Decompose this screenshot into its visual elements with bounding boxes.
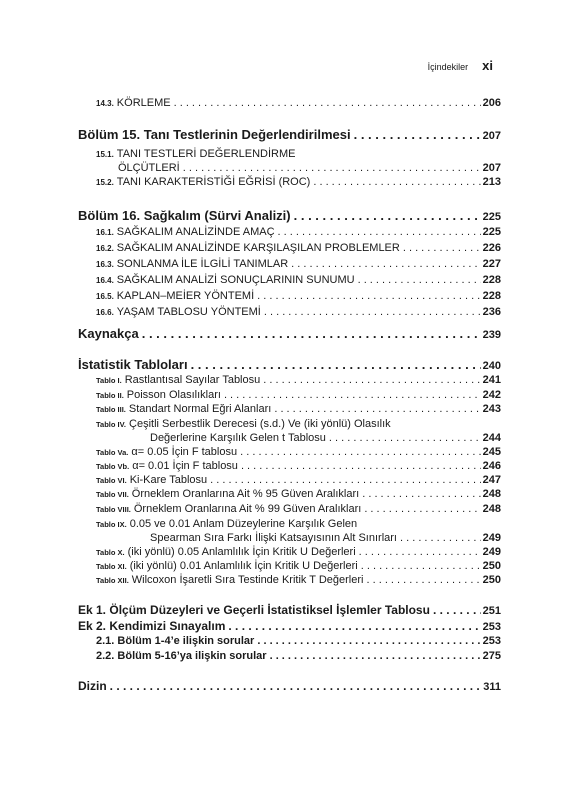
toc-page-number: 247 (482, 474, 501, 486)
dot-leader (403, 242, 481, 255)
toc-entry-title: TANI KARAKTERİSTİĞİ EĞRİSİ (ROC) (116, 176, 311, 188)
dot-leader (358, 274, 481, 287)
toc-page-number: 241 (482, 374, 501, 386)
toc-entry[interactable] (96, 574, 501, 587)
toc-entry-label (96, 403, 274, 416)
toc-entry[interactable] (96, 503, 501, 516)
toc-entry[interactable] (96, 389, 501, 402)
dot-leader (240, 446, 481, 459)
dot-leader (366, 574, 480, 587)
dot-leader (274, 403, 480, 416)
toc-entry-label (78, 128, 354, 143)
toc-entry-title: KÖRLEME (116, 97, 171, 109)
toc-entry-number: Tablo VI. (96, 476, 127, 485)
toc-entry-title: KAPLAN–MEİER YÖNTEMİ (116, 290, 255, 302)
dot-leader (257, 290, 481, 303)
toc-page-number: 242 (482, 389, 501, 401)
toc-entry[interactable] (96, 532, 501, 545)
toc-entry-number: Tablo X. (96, 548, 125, 557)
toc-entry-number: Tablo IV. (96, 420, 127, 429)
toc-entry-label (96, 574, 366, 587)
toc-entry-label (78, 358, 191, 373)
toc-entry-title: YAŞAM TABLOSU YÖNTEMİ (116, 306, 261, 318)
toc-entry-label (96, 176, 313, 189)
dot-leader (270, 650, 481, 663)
toc-entry[interactable] (96, 460, 501, 473)
toc-entry-continuation: Spearman Sıra Farkı İlişki Katsayısının Alt Sınırları (150, 532, 397, 544)
toc-entry-number: 16.4. (96, 276, 114, 285)
toc-page-number: 311 (483, 681, 501, 694)
toc-entry-number: 16.5. (96, 292, 114, 301)
dot-leader (359, 546, 481, 559)
toc-entry-label (78, 327, 142, 342)
toc-entry-label (78, 604, 433, 618)
toc-page-number: 246 (482, 460, 501, 472)
toc-entry-number: 15.1. (96, 150, 114, 159)
header-section: İçindekiler (427, 62, 469, 72)
toc-entry[interactable] (96, 560, 501, 573)
toc-entry[interactable] (78, 128, 501, 143)
dot-leader (362, 488, 480, 501)
toc-entry-title: Ki-Kare Tablosu (129, 474, 208, 486)
toc-entry-continuation: Değerlerine Karşılık Gelen t Tablosu (150, 432, 326, 444)
toc-entry-label (96, 560, 361, 573)
toc-entry[interactable] (96, 290, 501, 303)
toc-page-number: 245 (482, 446, 501, 458)
toc-entry-title: SAĞKALIM ANALİZİNDE AMAÇ (116, 226, 275, 238)
toc-page-number: 236 (482, 306, 501, 318)
toc-page-number: 253 (482, 635, 501, 647)
toc-page-number: 250 (482, 560, 501, 572)
toc-entry-first-line (96, 148, 295, 160)
toc-entry-title: Kaynakça (78, 326, 139, 341)
toc-entry[interactable] (78, 680, 501, 694)
toc-entry[interactable] (96, 474, 501, 487)
dot-leader (354, 128, 481, 143)
dot-leader (224, 389, 481, 402)
toc-entry-label (78, 620, 228, 634)
toc-page-number: 248 (482, 503, 501, 515)
dot-leader (257, 635, 480, 648)
toc-entry-label (96, 546, 359, 559)
toc-entry-title: SAĞKALIM ANALİZİNDE KARŞILAŞILAN PROBLEMLER (116, 242, 400, 254)
toc-entry[interactable] (78, 327, 501, 342)
toc-page-number: 275 (482, 650, 501, 662)
toc-entry[interactable] (96, 488, 501, 501)
toc-entry-label (96, 242, 403, 255)
dot-leader (142, 327, 481, 342)
toc-entry-label (96, 460, 241, 473)
toc-entry[interactable] (96, 635, 501, 648)
toc-page-number: 227 (482, 258, 501, 270)
toc-page-number: 207 (482, 162, 501, 174)
toc-entry-label (96, 290, 257, 303)
dot-leader (228, 620, 480, 634)
toc-entry[interactable] (96, 403, 501, 416)
toc-entry-number: 14.3. (96, 99, 114, 108)
toc-entry-title: Rastlantısal Sayılar Tablosu (124, 374, 261, 386)
toc-entry-title: Standart Normal Eğri Alanları (128, 403, 272, 415)
toc-entry-number: Tablo VII. (96, 490, 129, 499)
toc-entry-number: 16.2. (96, 244, 114, 253)
toc-entry-first-line (96, 418, 391, 430)
dot-leader (400, 532, 481, 545)
toc-entry-label (96, 389, 224, 402)
toc-entry-title: α= 0.01 İçin F tablosu (132, 460, 238, 472)
toc-entry-title: Bölüm 15. Tanı Testlerinin Değerlendirilmesi (78, 127, 351, 142)
toc-entry-title: Bölüm 16. Sağkalım (Sürvi Analizi) (78, 208, 291, 223)
toc-entry-label (96, 226, 278, 239)
toc-entry-number: Tablo IX. (96, 520, 127, 529)
toc-entry-number: Tablo XI. (96, 562, 127, 571)
toc-page-number: 249 (482, 546, 501, 558)
toc-page-number: 225 (482, 226, 501, 238)
dot-leader (174, 97, 481, 110)
toc-entry-label (96, 374, 263, 387)
toc-entry-title: Örneklem Oranlarına Ait % 95 Güven Aralıkları (131, 488, 360, 500)
toc-entry-label (96, 635, 257, 648)
toc-entry[interactable] (96, 650, 501, 663)
toc-entry-title: SONLANMA İLE İLGİLİ TANIMLAR (116, 258, 289, 270)
toc-entry-number: Tablo Va. (96, 448, 129, 457)
toc-entry[interactable] (78, 604, 501, 618)
toc-entry-title: Wilcoxon İşaretli Sıra Testinde Kritik T Değerleri (131, 574, 364, 586)
toc-entry-title: (iki yönlü) 0.01 Anlamlılık İçin Kritik U Değerleri (129, 560, 358, 572)
toc-entry-title: α= 0.05 İçin F tablosu (131, 446, 238, 458)
toc-entry-number: 16.3. (96, 260, 114, 269)
toc-entry[interactable] (78, 620, 501, 634)
toc-entry-title: Poisson Olasılıkları (126, 389, 221, 401)
header-page-number: xi (482, 58, 493, 73)
toc-entry-title: 2.2. Bölüm 5-16’ya ilişkin sorular (96, 650, 267, 662)
toc-entry-number: 16.6. (96, 308, 114, 317)
dot-leader (110, 680, 482, 694)
toc-page-number: 251 (482, 605, 501, 618)
toc-entry-label (96, 503, 364, 516)
toc-page-number: 248 (482, 488, 501, 500)
toc-page-number: 244 (482, 432, 501, 444)
toc-entry[interactable] (96, 162, 501, 175)
toc-entry-label (78, 209, 294, 224)
dot-leader (364, 503, 480, 516)
toc-page-number: 228 (482, 274, 501, 286)
toc-entry-label (96, 162, 183, 175)
toc-entry-label (96, 258, 291, 271)
dot-leader (329, 432, 481, 445)
toc-entry[interactable] (78, 358, 501, 373)
toc-page-number: 207 (482, 130, 501, 143)
toc-entry[interactable] (96, 258, 501, 271)
toc-page-number: 239 (482, 329, 501, 342)
toc-entry-title: Dizin (78, 679, 107, 693)
toc-entry-label (96, 446, 240, 459)
dot-leader (264, 306, 481, 319)
toc-entry[interactable] (96, 306, 501, 319)
toc-entry-title: İstatistik Tabloları (78, 357, 188, 372)
dot-leader (263, 374, 480, 387)
dot-leader (241, 460, 481, 473)
toc-page-number: 249 (482, 532, 501, 544)
toc-entry[interactable] (96, 374, 501, 387)
toc-page-number: 225 (482, 211, 501, 224)
toc-entry-number: Tablo III. (96, 405, 126, 414)
dot-leader (191, 358, 481, 373)
toc-page-number: 206 (482, 97, 501, 109)
toc-entry-label (96, 474, 210, 487)
toc-entry-label (96, 274, 358, 287)
running-header (428, 58, 493, 73)
toc-entry-title: 2.1. Bölüm 1-4’e ilişkin sorular (96, 635, 255, 647)
toc-entry[interactable] (96, 97, 501, 110)
toc-entry[interactable] (96, 176, 501, 189)
toc-entry[interactable] (96, 226, 501, 239)
toc-page-number: 226 (482, 242, 501, 254)
toc-page-number: 243 (482, 403, 501, 415)
toc-entry-title: 0.05 ve 0.01 Anlam Düzeylerine Karşılık Gelen (129, 518, 358, 530)
dot-leader (313, 176, 480, 189)
toc-entry[interactable] (96, 546, 501, 559)
toc-page-number: 240 (482, 360, 501, 373)
toc-entry-number: Tablo Vb. (96, 462, 130, 471)
toc-entry[interactable] (78, 209, 501, 224)
toc-entry-label (96, 306, 264, 319)
toc-entry-label (96, 432, 329, 445)
toc-entry-label (96, 488, 362, 501)
toc-entry-label (96, 650, 270, 663)
toc-entry-title: TANI TESTLERİ DEĞERLENDİRME (116, 148, 296, 160)
toc-entry[interactable] (96, 274, 501, 287)
toc-page-number: 228 (482, 290, 501, 302)
toc-entry-number: 15.2. (96, 178, 114, 187)
toc-entry-number: 16.1. (96, 228, 114, 237)
toc-entry[interactable] (96, 432, 501, 445)
dot-leader (294, 209, 481, 224)
toc-page-number: 253 (482, 621, 501, 634)
toc-entry-number: Tablo I. (96, 376, 122, 385)
toc-entry-number: Tablo XII. (96, 576, 129, 585)
dot-leader (278, 226, 481, 239)
toc-entry-label (96, 532, 400, 545)
toc-entry-first-line (96, 518, 357, 530)
toc-entry-title: Örneklem Oranlarına Ait % 99 Güven Aralıkları (133, 503, 362, 515)
toc-entry-continuation: ÖLÇÜTLERİ (118, 162, 180, 174)
toc-entry-label (78, 680, 110, 694)
toc-entry-title: Ek 1. Ölçüm Düzeyleri ve Geçerli İstatistiksel İşlemler Tablosu (78, 603, 430, 617)
dot-leader (361, 560, 481, 573)
toc-entry[interactable] (96, 242, 501, 255)
toc-entry-title: SAĞKALIM ANALİZİ SONUÇLARININ SUNUMU (116, 274, 355, 286)
dot-leader (210, 474, 480, 487)
toc-entry[interactable] (96, 446, 501, 459)
toc-entry-title: (iki yönlü) 0.05 Anlamlılık İçin Kritik U Değerleri (127, 546, 356, 558)
toc-page-number: 250 (482, 574, 501, 586)
toc-entry-label (96, 97, 174, 110)
toc-page-number: 213 (482, 176, 501, 188)
toc-entry-number: Tablo II. (96, 391, 124, 400)
dot-leader (183, 162, 481, 175)
toc-entry-title: Çeşitli Serbestlik Derecesi (s.d.) Ve (iki yönlü) Olasılık (129, 418, 391, 430)
toc-entry-title: Ek 2. Kendimizi Sınayalım (78, 619, 226, 633)
dot-leader (291, 258, 480, 271)
toc-entry-number: Tablo VIII. (96, 505, 131, 514)
dot-leader (433, 604, 481, 618)
